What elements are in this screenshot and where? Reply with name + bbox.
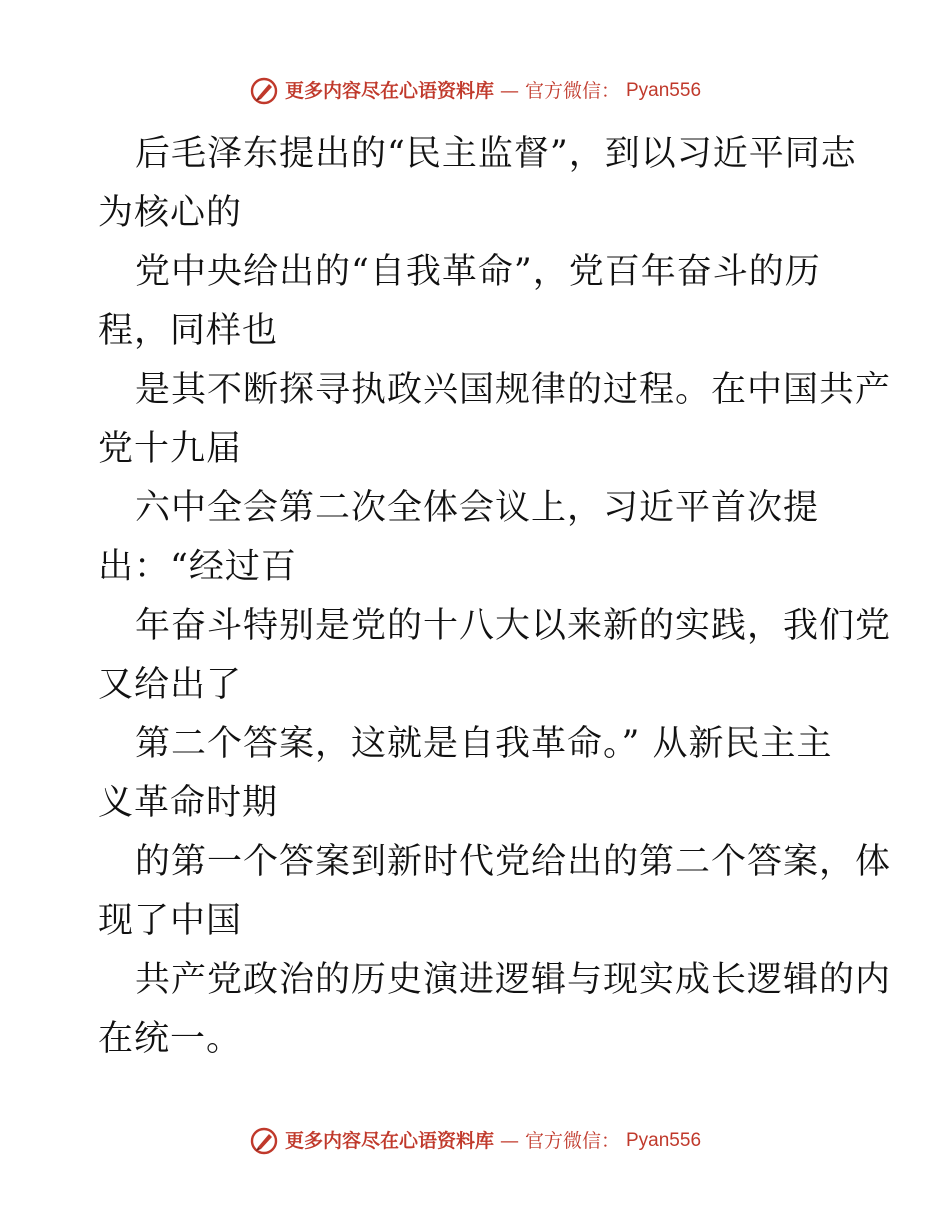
header-banner-wechat-label: 官方微信：: [524, 80, 620, 102]
header-banner-title: 更多内容尽在心语资料库: [284, 80, 494, 102]
text-line: 程，同样也: [98, 311, 279, 351]
text-line: 义革命时期: [98, 783, 279, 823]
pen-logo-icon: [249, 76, 279, 106]
text-line: 共产党政治的历史演进逻辑与现实成长逻辑的内: [135, 960, 892, 1000]
text-line: 第二个答案，这就是自我革命。” 从新民主主: [135, 724, 833, 764]
footer-banner-title: 更多内容尽在心语资料库: [284, 1130, 494, 1152]
text-line: 是其不断探寻执政兴国规律的过程。在中国共产: [135, 370, 892, 410]
text-line: 后毛泽东提出的“民主监督”，到以习近平同志: [135, 134, 857, 174]
text-line: 年奋斗特别是党的十八大以来新的实践，我们党: [135, 606, 892, 646]
body-text: [98, 125, 892, 1069]
footer-banner-wechat-id: Pyan556: [626, 1130, 702, 1151]
text-line: 党十九届: [98, 429, 243, 469]
text-line: 现了中国: [98, 901, 243, 941]
footer-banner-dash: —: [499, 1130, 519, 1152]
text-line: 的第一个答案到新时代党给出的第二个答案，体: [135, 842, 892, 882]
header-banner-wechat-id: Pyan556: [626, 80, 702, 101]
footer-banner: [0, 1126, 950, 1156]
text-line: 出：“经过百: [98, 547, 297, 587]
text-line: 党中央给出的“自我革命”，党百年奋斗的历: [135, 252, 821, 292]
text-line: 为核心的: [98, 193, 243, 233]
pen-logo-icon: [249, 1126, 279, 1156]
header-banner: [0, 76, 950, 106]
text-line: 又给出了: [98, 665, 243, 705]
text-line: 六中全会第二次全体会议上，习近平首次提: [135, 488, 820, 528]
text-line: 在统一。: [98, 1019, 243, 1059]
footer-banner-wechat-label: 官方微信：: [524, 1130, 620, 1152]
header-banner-dash: —: [499, 80, 519, 102]
